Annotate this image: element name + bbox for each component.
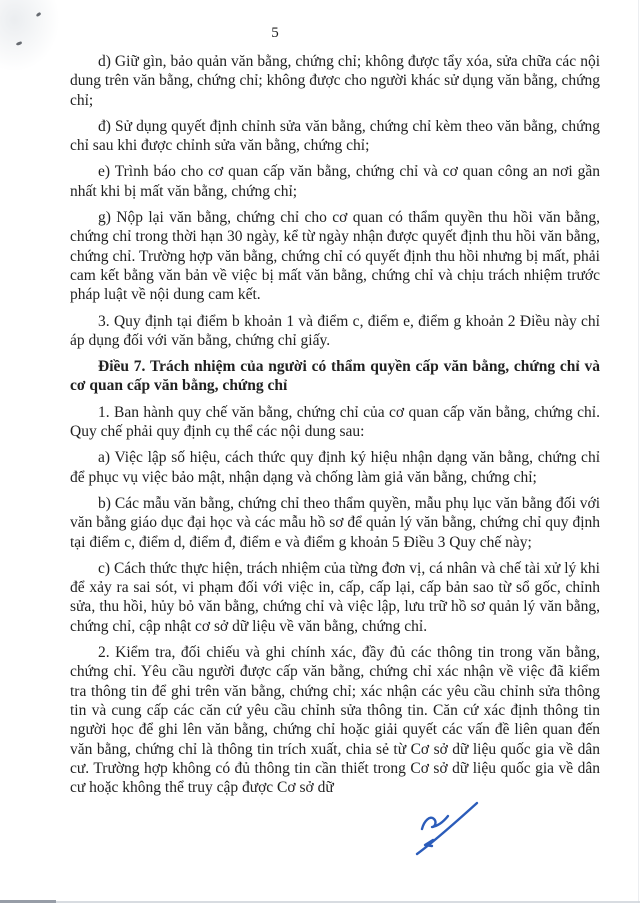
- paragraph-point-a: a) Việc lập số hiệu, cách thức quy định ký hiệu nhận dạng văn bằng, chứng chỉ để phục vụ việc bảo mật, nhận dạng và chống làm giả văn bằng, chứng chỉ;: [70, 449, 600, 486]
- paragraph-point-dd: đ) Sử dụng quyết định chỉnh sửa văn bằng, chứng chỉ kèm theo văn bằng, chứng chỉ sau khi được chỉnh sửa văn bằng, chứng chỉ;: [70, 117, 600, 155]
- paragraph-point-e: e) Trình báo cho cơ quan cấp văn bằng, chứng chỉ và cơ quan công an nơi gần nhất khi bị mất văn bằng, chứng chỉ;: [70, 163, 600, 200]
- scan-smudge: [0, 0, 60, 72]
- ink-signature: [410, 796, 490, 858]
- scan-edge-vertical: [638, 0, 639, 903]
- paragraph-clause-3: 3. Quy định tại điểm b khoản 1 và điểm c, điểm e, điểm g khoản 2 Điều này chỉ áp dụng đối với văn bằng, chứng chỉ giấy.: [70, 312, 600, 349]
- signature-squiggle-stroke: [422, 816, 448, 829]
- paragraph-clause-1: 1. Ban hành quy chế văn bằng, chứng chỉ của cơ quan cấp văn bằng, chứng chỉ. Quy chế phải quy định cụ thể các nội dung sau:: [70, 403, 600, 441]
- paragraph-point-g: g) Nộp lại văn bằng, chứng chỉ cho cơ quan có thẩm quyền thu hồi văn bằng, chứng chỉ trong thời hạn 30 ngày, kể từ ngày nhận được quyết định thu hồi văn bằng, chứng chỉ. Trường hợp văn bằng, chứng chỉ có quyết định thu hồi nhưng bị mất, phải cam kết bằng văn bản về việc bị mất văn bằng, chứng chỉ và chịu trách nhiệm trước pháp luật về nội dung cam kết.: [70, 209, 600, 304]
- document-content: [70, 52, 600, 804]
- article-7-heading: Điều 7. Trách nhiệm của người có thẩm quyền cấp văn bằng, chứng chỉ và cơ quan cấp văn bằng, chứng chỉ: [70, 358, 600, 395]
- paragraph-point-b: b) Các mẫu văn bằng, chứng chỉ theo thẩm quyền, mẫu phụ lục văn bằng đối với văn bằng giáo dục đại học và các mẫu hồ sơ để quản lý văn bằng, chứng chỉ quy định tại điểm c, điểm d, điểm đ, điểm e và điểm g khoản 5 Điều 3 Quy chế này;: [70, 494, 600, 551]
- page-number: 5: [271, 25, 279, 41]
- paragraph-point-d: d) Giữ gìn, bảo quản văn bằng, chứng chỉ; không được tẩy xóa, sửa chữa các nội dung trên văn bằng, chứng chỉ; không được cho người khác sử dụng văn bằng, chứng chỉ;: [70, 53, 600, 109]
- paragraph-point-c: c) Cách thức thực hiện, trách nhiệm của từng đơn vị, cá nhân và chế tài xử lý khi để xảy ra sai sót, vi phạm đối với việc in, cấp, cấp lại, cấp bản sao từ sổ gốc, chỉnh sửa, thu hồi, hủy bỏ văn bằng, chứng chỉ và việc lập, lưu trữ hồ sơ quản lý văn bằng, chứng chỉ, cập nhật cơ sở dữ liệu về văn bằng, chứng chỉ.: [70, 559, 600, 635]
- paragraph-clause-2: 2. Kiểm tra, đối chiếu và ghi chính xác, đầy đủ các thông tin trong văn bằng, chứng chỉ. Yêu cầu người được cấp văn bằng, chứng chỉ xác nhận về việc đã kiểm tra thông tin để ghi trên văn bằng, chứng chỉ; xác nhận các yêu cầu chỉnh sửa thông tin và cung cấp các căn cứ yêu cầu chỉnh sửa thông tin. Căn cứ xác định thông tin người học để ghi lên văn bằng, chứng chỉ hoặc giải quyết các vấn đề liên quan đến văn bằng, chứng chỉ là thông tin trích xuất, chia sẻ từ Cơ sở dữ liệu quốc gia về dân cư. Trường hợp không có đủ thông tin cần thiết trong Cơ sở dữ liệu quốc gia về dân cư hoặc không thể truy cập được Cơ sở dữ: [70, 644, 600, 797]
